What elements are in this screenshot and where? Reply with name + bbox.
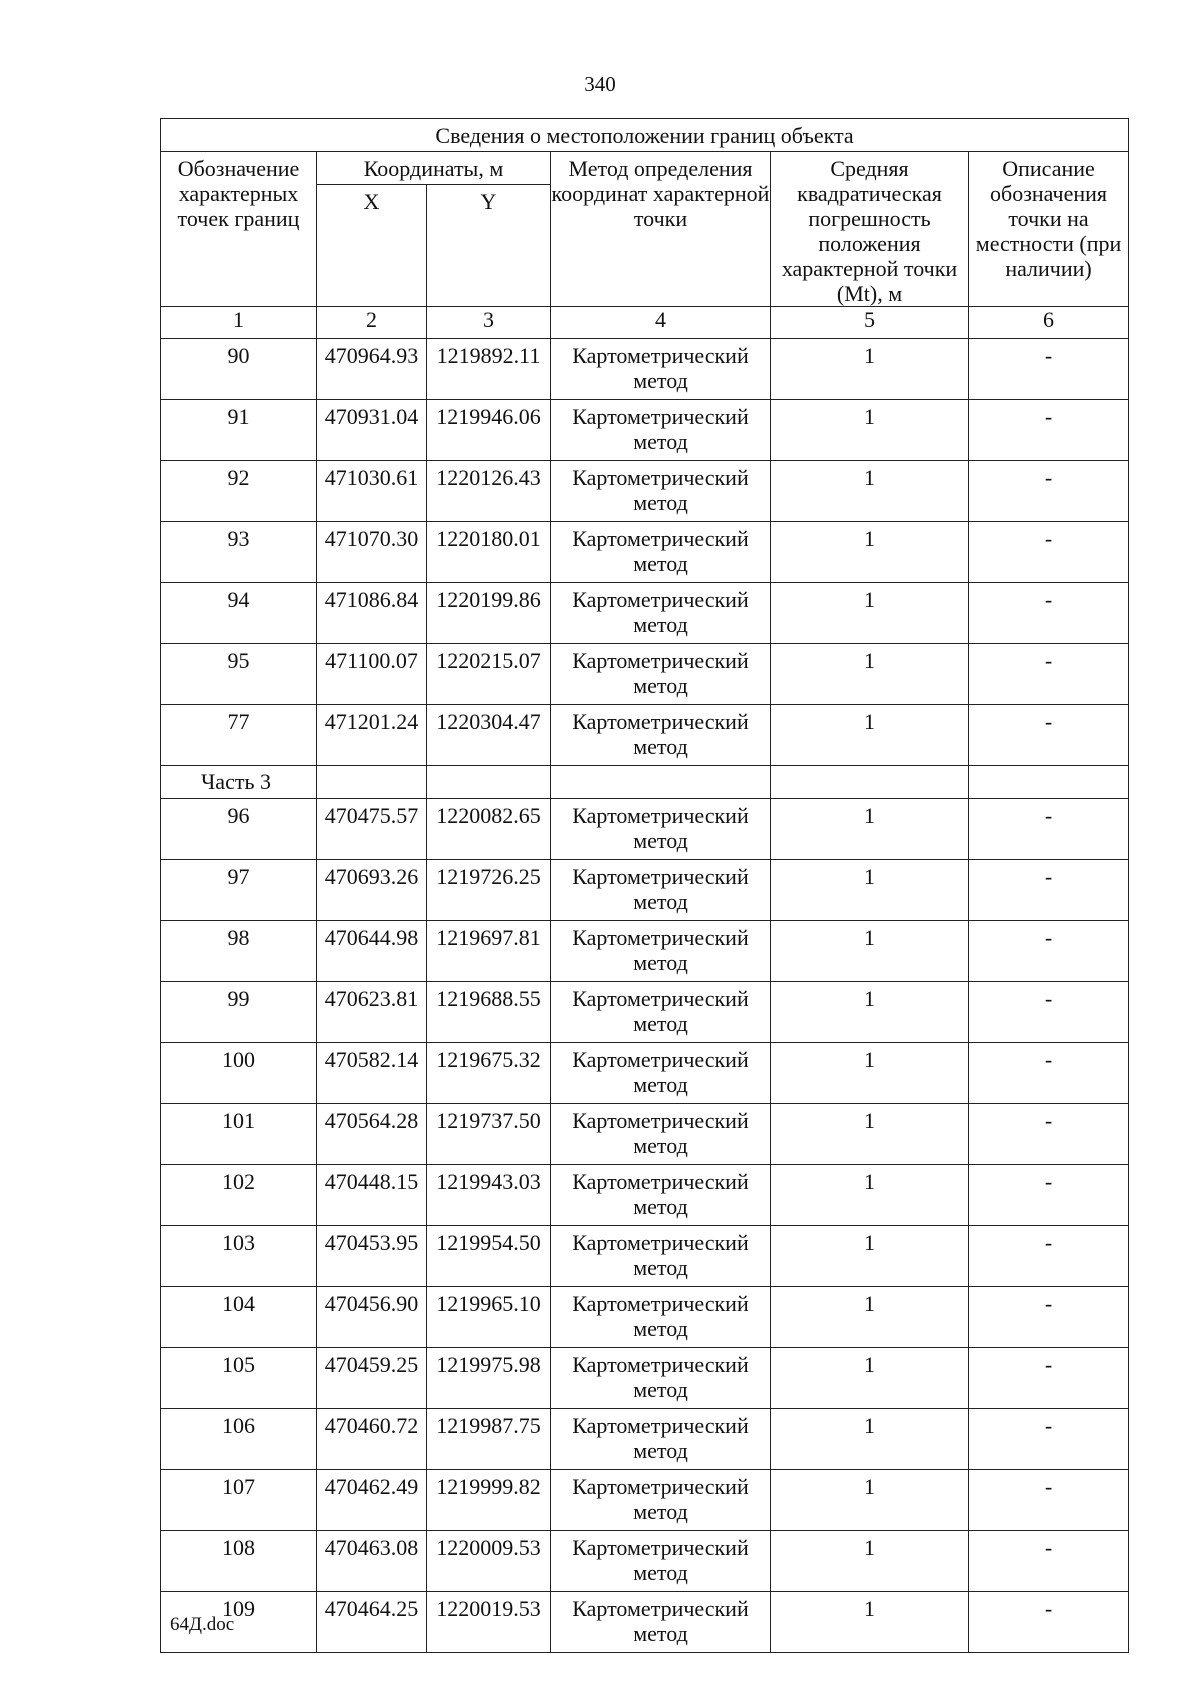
mean-error-cell: 1 [771, 1226, 969, 1287]
description-cell: - [969, 1531, 1129, 1592]
x-coordinate-cell: 470693.26 [317, 860, 427, 921]
description-cell: - [969, 982, 1129, 1043]
point-name-cell: 91 [161, 400, 317, 461]
description-cell: - [969, 1104, 1129, 1165]
table-row [161, 339, 1129, 400]
mean-error-cell: 1 [771, 339, 969, 400]
y-coordinate-cell: 1220215.07 [427, 644, 551, 705]
table-caption: Сведения о местоположении границ объекта [161, 119, 1129, 152]
description-cell: - [969, 1409, 1129, 1470]
y-coordinate-cell: 1219943.03 [427, 1165, 551, 1226]
table-row [161, 1165, 1129, 1226]
footer-filename: 64Д.doc [170, 1614, 235, 1635]
point-name-cell: 95 [161, 644, 317, 705]
method-cell: Картометрический метод [551, 860, 771, 921]
method-cell: Картометрический метод [551, 1409, 771, 1470]
page-number: 340 [584, 72, 616, 96]
mean-error-cell: 1 [771, 1531, 969, 1592]
column-number-row [161, 307, 1129, 339]
mean-error-cell: 1 [771, 1470, 969, 1531]
x-coordinate-cell: 470623.81 [317, 982, 427, 1043]
table-row [161, 1226, 1129, 1287]
mean-error-cell: 1 [771, 1592, 969, 1653]
y-coordinate-cell: 1219726.25 [427, 860, 551, 921]
description-cell: - [969, 1165, 1129, 1226]
table-row [161, 1287, 1129, 1348]
table-row [161, 921, 1129, 982]
description-cell: - [969, 1043, 1129, 1104]
point-name-cell: 108 [161, 1531, 317, 1592]
point-name-cell: 99 [161, 982, 317, 1043]
x-coordinate-cell: 470464.25 [317, 1592, 427, 1653]
mean-error-cell: 1 [771, 522, 969, 583]
empty-cell [771, 766, 969, 799]
table-row [161, 860, 1129, 921]
x-coordinate-cell: 470931.04 [317, 400, 427, 461]
y-coordinate-cell: 1220019.53 [427, 1592, 551, 1653]
x-coordinate-cell: 471100.07 [317, 644, 427, 705]
method-cell: Картометрический метод [551, 1165, 771, 1226]
method-cell: Картометрический метод [551, 339, 771, 400]
y-coordinate-cell: 1219697.81 [427, 921, 551, 982]
x-coordinate-cell: 470964.93 [317, 339, 427, 400]
table-row [161, 400, 1129, 461]
method-cell: Картометрический метод [551, 522, 771, 583]
mean-error-cell: 1 [771, 583, 969, 644]
empty-cell [969, 766, 1129, 799]
description-cell: - [969, 1470, 1129, 1531]
table-row [161, 799, 1129, 860]
mean-error-cell: 1 [771, 799, 969, 860]
x-coordinate-cell: 471086.84 [317, 583, 427, 644]
point-name-cell: 102 [161, 1165, 317, 1226]
description-cell: - [969, 921, 1129, 982]
description-cell: - [969, 522, 1129, 583]
x-coordinate-cell: 471201.24 [317, 705, 427, 766]
x-coordinate-cell: 470456.90 [317, 1287, 427, 1348]
y-coordinate-cell: 1219954.50 [427, 1226, 551, 1287]
method-cell: Картометрический метод [551, 1592, 771, 1653]
x-coordinate-cell: 470475.57 [317, 799, 427, 860]
table-row [161, 1470, 1129, 1531]
point-name-cell: 109 [161, 1592, 317, 1653]
x-coordinate-cell: 471030.61 [317, 461, 427, 522]
method-cell: Картометрический метод [551, 400, 771, 461]
description-cell: - [969, 1348, 1129, 1409]
x-coordinate-cell: 470644.98 [317, 921, 427, 982]
table-row [161, 583, 1129, 644]
method-cell: Картометрический метод [551, 1287, 771, 1348]
point-name-cell: 104 [161, 1287, 317, 1348]
empty-cell [317, 766, 427, 799]
point-name-cell: 93 [161, 522, 317, 583]
description-cell: - [969, 339, 1129, 400]
description-cell: - [969, 799, 1129, 860]
mean-error-cell: 1 [771, 1409, 969, 1470]
column-number: 6 [969, 307, 1129, 339]
method-cell: Картометрический метод [551, 644, 771, 705]
mean-error-cell: 1 [771, 1348, 969, 1409]
y-coordinate-cell: 1220126.43 [427, 461, 551, 522]
y-coordinate-cell: 1219965.10 [427, 1287, 551, 1348]
column-number: 5 [771, 307, 969, 339]
y-coordinate-cell: 1219892.11 [427, 339, 551, 400]
header-x: X [317, 185, 427, 307]
method-cell: Картометрический метод [551, 1470, 771, 1531]
mean-error-cell: 1 [771, 461, 969, 522]
table-row [161, 1104, 1129, 1165]
method-cell: Картометрический метод [551, 461, 771, 522]
part-label: Часть 3 [161, 766, 317, 799]
y-coordinate-cell: 1220180.01 [427, 522, 551, 583]
mean-error-cell: 1 [771, 1287, 969, 1348]
mean-error-cell: 1 [771, 921, 969, 982]
description-cell: - [969, 400, 1129, 461]
table-body [161, 339, 1129, 1653]
x-coordinate-cell: 470448.15 [317, 1165, 427, 1226]
x-coordinate-cell: 470453.95 [317, 1226, 427, 1287]
description-cell: - [969, 1287, 1129, 1348]
point-name-cell: 101 [161, 1104, 317, 1165]
y-coordinate-cell: 1219675.32 [427, 1043, 551, 1104]
point-name-cell: 94 [161, 583, 317, 644]
y-coordinate-cell: 1220304.47 [427, 705, 551, 766]
header-coordinates: Координаты, м [317, 152, 551, 185]
table-row [161, 644, 1129, 705]
method-cell: Картометрический метод [551, 982, 771, 1043]
y-coordinate-cell: 1219999.82 [427, 1470, 551, 1531]
header-method: Метод определения координат характерной точки [551, 152, 771, 307]
table-row [161, 461, 1129, 522]
method-cell: Картометрический метод [551, 1531, 771, 1592]
mean-error-cell: 1 [771, 1165, 969, 1226]
point-name-cell: 77 [161, 705, 317, 766]
description-cell: - [969, 1592, 1129, 1653]
x-coordinate-cell: 470460.72 [317, 1409, 427, 1470]
empty-cell [551, 766, 771, 799]
header-mean-error: Средняя квадратическая погрешность положения характерной точки (Mt), м [771, 152, 969, 307]
point-name-cell: 103 [161, 1226, 317, 1287]
point-name-cell: 107 [161, 1470, 317, 1531]
method-cell: Картометрический метод [551, 705, 771, 766]
y-coordinate-cell: 1219737.50 [427, 1104, 551, 1165]
point-name-cell: 105 [161, 1348, 317, 1409]
table-row [161, 1043, 1129, 1104]
point-name-cell: 92 [161, 461, 317, 522]
column-number: 1 [161, 307, 317, 339]
method-cell: Картометрический метод [551, 583, 771, 644]
x-coordinate-cell: 470462.49 [317, 1470, 427, 1531]
description-cell: - [969, 1226, 1129, 1287]
method-cell: Картометрический метод [551, 1226, 771, 1287]
x-coordinate-cell: 471070.30 [317, 522, 427, 583]
point-name-cell: 98 [161, 921, 317, 982]
y-coordinate-cell: 1220009.53 [427, 1531, 551, 1592]
empty-cell [427, 766, 551, 799]
point-name-cell: 96 [161, 799, 317, 860]
description-cell: - [969, 461, 1129, 522]
method-cell: Картометрический метод [551, 799, 771, 860]
header-point-name: Обозначение характерных точек границ [161, 152, 317, 307]
column-number: 4 [551, 307, 771, 339]
y-coordinate-cell: 1220082.65 [427, 799, 551, 860]
mean-error-cell: 1 [771, 1104, 969, 1165]
x-coordinate-cell: 470463.08 [317, 1531, 427, 1592]
header-description: Описание обозначения точки на местности (при наличии) [969, 152, 1129, 307]
mean-error-cell: 1 [771, 860, 969, 921]
method-cell: Картометрический метод [551, 1348, 771, 1409]
point-name-cell: 97 [161, 860, 317, 921]
boundary-table [160, 118, 1129, 1653]
y-coordinate-cell: 1219987.75 [427, 1409, 551, 1470]
description-cell: - [969, 644, 1129, 705]
part-row [161, 766, 1129, 799]
table-row [161, 705, 1129, 766]
x-coordinate-cell: 470582.14 [317, 1043, 427, 1104]
method-cell: Картометрический метод [551, 1104, 771, 1165]
y-coordinate-cell: 1219946.06 [427, 400, 551, 461]
description-cell: - [969, 583, 1129, 644]
mean-error-cell: 1 [771, 705, 969, 766]
table-row [161, 1592, 1129, 1653]
point-name-cell: 106 [161, 1409, 317, 1470]
x-coordinate-cell: 470459.25 [317, 1348, 427, 1409]
table-header [161, 119, 1129, 339]
table-row [161, 1531, 1129, 1592]
mean-error-cell: 1 [771, 400, 969, 461]
point-name-cell: 100 [161, 1043, 317, 1104]
x-coordinate-cell: 470564.28 [317, 1104, 427, 1165]
method-cell: Картометрический метод [551, 1043, 771, 1104]
y-coordinate-cell: 1219688.55 [427, 982, 551, 1043]
column-number: 3 [427, 307, 551, 339]
mean-error-cell: 1 [771, 644, 969, 705]
column-number: 2 [317, 307, 427, 339]
y-coordinate-cell: 1219975.98 [427, 1348, 551, 1409]
y-coordinate-cell: 1220199.86 [427, 583, 551, 644]
method-cell: Картометрический метод [551, 921, 771, 982]
description-cell: - [969, 705, 1129, 766]
header-y: Y [427, 185, 551, 307]
table-row [161, 1348, 1129, 1409]
point-name-cell: 90 [161, 339, 317, 400]
table-row [161, 1409, 1129, 1470]
mean-error-cell: 1 [771, 1043, 969, 1104]
mean-error-cell: 1 [771, 982, 969, 1043]
table-row [161, 522, 1129, 583]
description-cell: - [969, 860, 1129, 921]
table-row [161, 982, 1129, 1043]
